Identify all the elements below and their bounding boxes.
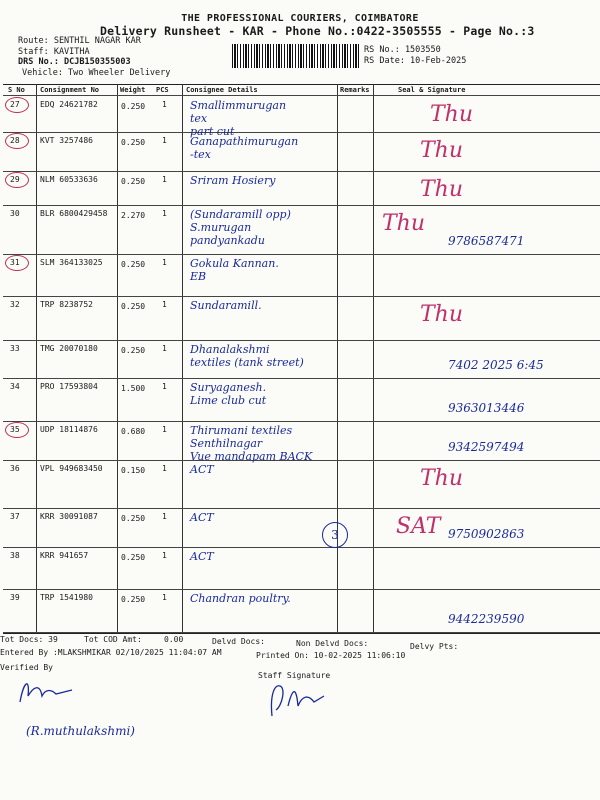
- row-weight: 0.250: [121, 595, 146, 604]
- row-divider: [3, 296, 600, 297]
- verifier-signature: [12, 672, 82, 712]
- row-sno: 36: [10, 464, 20, 473]
- delvd-docs: Delvd Docs:: [212, 637, 265, 646]
- row-divider: [3, 547, 600, 548]
- runsheet-title: Delivery Runsheet - KAR - Phone No.:0422-3505555 - Page No.:3: [100, 24, 535, 38]
- staff-signature-label: Staff Signature: [258, 671, 331, 680]
- row-weight: 0.250: [121, 260, 146, 269]
- row-consignment: SLM 364133025: [40, 258, 103, 267]
- row-consignment: TRP 1541980: [40, 593, 93, 602]
- row-consignment: VPL 949683450: [40, 464, 103, 473]
- rs-no: RS No.: 1503550: [364, 45, 441, 55]
- entered-by: Entered By :MLAKSHMIKAR 02/10/2025 11:04:07 AM: [0, 648, 222, 657]
- col-remarks: Remarks: [340, 86, 370, 94]
- col-signature: Seal & Signature: [398, 86, 466, 94]
- row-pcs: 1: [162, 344, 167, 353]
- row-pcs: 1: [162, 593, 167, 602]
- row-signature-mark: Thu: [420, 466, 464, 491]
- drs-no: DRS No.: DCJB150355003: [18, 57, 131, 67]
- row-consignee-line: textiles (tank street): [190, 356, 304, 369]
- route: Route: SENTHIL NAGAR KAR: [18, 36, 141, 46]
- row-pcs: 1: [162, 512, 167, 521]
- row-consignee-line: Dhanalakshmi: [190, 343, 270, 356]
- row-consignee-line: tex: [190, 112, 208, 125]
- col-consignment: Consignment No: [40, 86, 100, 94]
- row-signature-mark: Thu: [420, 302, 464, 327]
- row-phone: 9342597494: [448, 440, 525, 454]
- row-consignment: NLM 60533636: [40, 175, 98, 184]
- row-consignee-line: Sriram Hosiery: [190, 174, 276, 187]
- row-consignee-line: part cut: [190, 125, 235, 138]
- row-phone: 7402 2025 6:45: [448, 358, 544, 372]
- row-pcs: 1: [162, 464, 167, 473]
- row-signature-mark: SAT: [396, 514, 441, 539]
- staff-signature: [262, 676, 332, 726]
- row-consignment: KRR 30091087: [40, 512, 98, 521]
- header-right: [364, 45, 466, 67]
- row-consignee-line: Vue mandapam BACK: [190, 450, 313, 463]
- row-pcs: 1: [162, 258, 167, 267]
- row-divider: [3, 589, 600, 590]
- row-sno: 34: [10, 382, 20, 391]
- row-weight: 0.250: [121, 346, 146, 355]
- row-signature-mark: Thu: [430, 102, 474, 127]
- delvy-pts: Delvy Pts:: [410, 642, 459, 651]
- row-consignee-line: Chandran poultry.: [190, 592, 291, 605]
- row-pcs: 1: [162, 551, 167, 560]
- row-consignment: PRO 17593804: [40, 382, 98, 391]
- row-pcs: 1: [162, 175, 167, 184]
- row-divider: [3, 340, 600, 341]
- row-consignee-line: ACT: [190, 550, 214, 563]
- row-weight: 0.680: [121, 427, 146, 436]
- row-signature-mark: Thu: [382, 211, 426, 236]
- row-weight: 2.270: [121, 211, 146, 220]
- row-consignee-line: Thirumani textiles: [190, 424, 293, 437]
- row-sno: 28: [10, 136, 20, 145]
- tot-cod-value: 0.00: [164, 635, 184, 644]
- row-consignee-line: S.murugan: [190, 221, 252, 234]
- row-weight: 0.250: [121, 138, 146, 147]
- col-consignee: Consignee Details: [186, 86, 258, 94]
- row-consignee-line: pandyankadu: [190, 234, 265, 247]
- row-phone: 9750902863: [448, 527, 525, 541]
- col-weight: Weight: [120, 86, 146, 94]
- row-consignee-line: -tex: [190, 148, 211, 161]
- col-sno: S No: [8, 86, 25, 94]
- row-phone: 9442239590: [448, 612, 525, 626]
- row-pcs: 1: [162, 425, 167, 434]
- row-consignment: EDQ 24621782: [40, 100, 98, 109]
- row-sno: 27: [10, 100, 20, 109]
- row-pcs: 1: [162, 382, 167, 391]
- row-pcs: 1: [162, 300, 167, 309]
- row-phone: 9786587471: [448, 234, 525, 248]
- header-left: [18, 36, 170, 78]
- row-sno: 33: [10, 344, 20, 353]
- row-signature-mark: Thu: [420, 177, 464, 202]
- row-consignee-line: Gokula Kannan.: [190, 257, 279, 270]
- row-signature-mark: Thu: [420, 138, 464, 163]
- row-divider: [3, 421, 600, 422]
- sno-circle-mark: [5, 422, 29, 438]
- row-weight: 0.250: [121, 302, 146, 311]
- row-consignment: KVT 3257486: [40, 136, 93, 145]
- row-divider: [3, 205, 600, 206]
- row-consignee-line: ACT: [190, 463, 214, 476]
- row-phone: 9363013446: [448, 401, 525, 415]
- row-weight: 1.500: [121, 384, 146, 393]
- row-divider: [3, 508, 600, 509]
- row-sno: 39: [10, 593, 20, 602]
- row-divider: [3, 378, 600, 379]
- tot-docs: Tot Docs: 39: [0, 635, 58, 644]
- row-weight: 0.250: [121, 177, 146, 186]
- row-weight: 0.250: [121, 514, 146, 523]
- non-delvd-docs: Non Delvd Docs:: [296, 639, 369, 648]
- vehicle: Vehicle: Two Wheeler Delivery: [22, 67, 171, 78]
- printed-on: Printed On: 10-02-2025 11:06:10: [256, 651, 406, 660]
- row-divider: [3, 132, 600, 133]
- verifier-name: (R.muthulakshmi): [26, 724, 135, 738]
- sno-circle-mark: [5, 133, 29, 149]
- row-divider: [3, 171, 600, 172]
- row-sno: 31: [10, 258, 20, 267]
- tot-cod-label: Tot COD Amt:: [84, 635, 142, 644]
- row-divider: [3, 632, 600, 633]
- row-consignee-line: Senthilnagar: [190, 437, 263, 450]
- staff: Staff: KAVITHA: [18, 46, 90, 57]
- row-consignment: TMG 20070180: [40, 344, 98, 353]
- barcode: [232, 44, 360, 68]
- row-sno: 30: [10, 209, 20, 218]
- row-consignee-line: EB: [190, 270, 207, 283]
- row-divider: [3, 254, 600, 255]
- row-weight: 0.250: [121, 102, 146, 111]
- row-consignment: BLR 6800429458: [40, 209, 108, 218]
- sno-circle-mark: [5, 172, 29, 188]
- row-consignee-line: Smallimmurugan: [190, 99, 287, 112]
- sno-circle-mark: [5, 97, 29, 113]
- row-consignee-line: Lime club cut: [190, 394, 267, 407]
- row-sno: 32: [10, 300, 20, 309]
- verified-by: Verified By: [0, 663, 53, 672]
- row-weight: 0.150: [121, 466, 146, 475]
- row-consignee-line: (Sundaramill opp): [190, 208, 291, 221]
- row-consignment: UDP 18114876: [40, 425, 98, 434]
- row-consignment: KRR 941657: [40, 551, 89, 560]
- row-consignment: TRP 8238752: [40, 300, 93, 309]
- col-pcs: PCS: [156, 86, 169, 94]
- margin-note: 3: [322, 522, 348, 548]
- company-name: THE PROFESSIONAL COURIERS, COIMBATORE: [181, 13, 419, 24]
- rs-date: RS Date: 10-Feb-2025: [364, 56, 467, 66]
- row-consignee-line: ACT: [190, 511, 214, 524]
- row-sno: 38: [10, 551, 20, 560]
- sno-circle-mark: [5, 255, 29, 271]
- row-consignee-line: Sundaramill.: [190, 299, 262, 312]
- row-pcs: 1: [162, 100, 167, 109]
- row-sno: 29: [10, 175, 20, 184]
- row-consignee-line: Ganapathimurugan: [190, 135, 299, 148]
- row-pcs: 1: [162, 209, 167, 218]
- row-weight: 0.250: [121, 553, 146, 562]
- row-consignee-line: Suryaganesh.: [190, 381, 267, 394]
- row-pcs: 1: [162, 136, 167, 145]
- row-sno: 35: [10, 425, 20, 434]
- row-sno: 37: [10, 512, 20, 521]
